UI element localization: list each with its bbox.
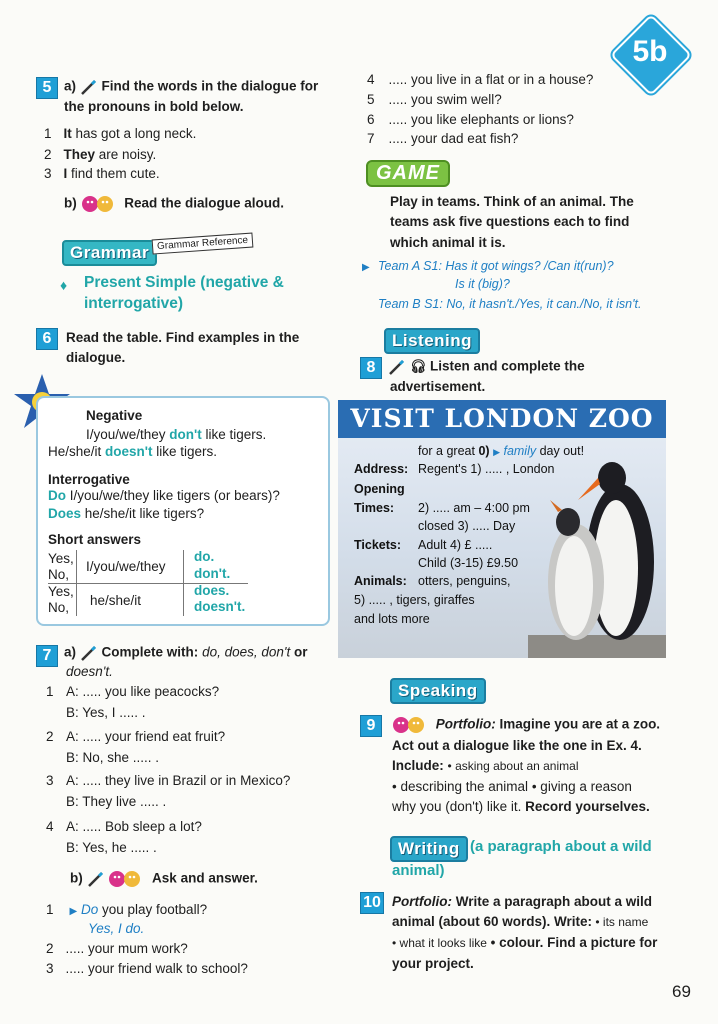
zoo-tagline	[418, 444, 584, 458]
ex9-line-3	[392, 758, 578, 773]
exercise-7-number: 7	[36, 645, 58, 667]
zoo-tagline-c: family	[503, 444, 537, 458]
zoo-opening-label: Opening	[354, 482, 405, 496]
zoo-tagline-b: 0)	[478, 444, 490, 458]
item-text: ..... your mum work?	[65, 941, 188, 956]
ex7-a-prefix: a)	[64, 644, 77, 660]
ex7-a-text: Complete with:	[101, 644, 199, 660]
row1-no: No,	[48, 567, 70, 582]
game-text-1: Play in teams. Think of an animal. The	[390, 194, 634, 209]
zoo-child-value: Child (3-15) £9.50	[418, 556, 519, 570]
right-item-5	[367, 92, 502, 107]
diamond-bullet-icon: ♦	[60, 277, 68, 293]
ex7-item-4-a: A: ..... Bob sleep a lot?	[66, 819, 202, 834]
ex8-instruction	[388, 358, 585, 376]
item-number: 1	[46, 902, 54, 917]
writing-heading: Writing	[390, 836, 468, 862]
ex7b-item-1	[46, 902, 207, 917]
grammar-reference-tag: Grammar Reference	[152, 232, 254, 254]
zoo-closed-value: closed 3) ..... Day	[418, 519, 516, 533]
ex7-item-4-number: 4	[46, 819, 54, 834]
ex7-item-4-b: B: Yes, he ..... .	[66, 840, 157, 855]
zoo-tagline-d: day out!	[536, 444, 585, 458]
ex10-portfolio: Portfolio:	[392, 894, 452, 909]
row1-yes: Yes,	[48, 551, 74, 566]
ex7-a-or: or	[290, 644, 308, 660]
ex9-line-4	[392, 779, 632, 794]
ex6-text-1: Read the table. Find examples in the	[66, 330, 300, 345]
item-number: 1	[44, 126, 52, 141]
ex5-item-2	[44, 147, 156, 162]
ex7-item-1-number: 1	[46, 684, 54, 699]
arrow-icon: ▶	[493, 447, 500, 457]
ex7-instruction-b	[70, 870, 258, 888]
item-text: ..... your dad eat fish?	[388, 131, 519, 146]
unit-badge-label: 5b	[632, 35, 668, 68]
writing-sub-2: animal)	[392, 862, 445, 879]
pen-icon	[80, 644, 98, 662]
ex5-a-text-2: the pronouns in bold below.	[64, 99, 244, 114]
int-title: Interrogative	[48, 472, 130, 487]
ex5-instruction-a	[64, 78, 318, 96]
item-text: has got a long neck.	[71, 126, 197, 141]
int-line-2	[48, 506, 204, 521]
row2-no: No,	[48, 600, 70, 615]
ex9-text-1: Imagine you are at a zoo.	[495, 716, 661, 732]
int-line-1	[48, 488, 280, 503]
right-item-6	[367, 112, 574, 127]
item-text: ..... your friend walk to school?	[65, 961, 248, 976]
ex9-line-5	[392, 799, 650, 814]
ex7b-q1-rest: you play football?	[98, 902, 208, 917]
item-number: 2	[44, 147, 52, 162]
ex10-text-2a: animal (about 60 words). Write:	[392, 914, 593, 929]
ex6-text-2: dialogue.	[66, 350, 126, 365]
item-number: 6	[367, 112, 375, 127]
item-bold: I	[63, 166, 68, 181]
ex7-item-2-b: B: No, she ..... .	[66, 750, 160, 765]
page-number: 69	[672, 982, 691, 1001]
zoo-advertisement	[338, 400, 666, 658]
neg-1-a: I/you/we/they	[86, 427, 170, 442]
arrow-icon: ▶	[69, 906, 78, 917]
ex7-b-prefix: b)	[70, 870, 83, 886]
int-2-b: he/she/it like tigers?	[81, 506, 205, 521]
zoo-times-label: Times:	[354, 501, 395, 515]
int-2-a: Does	[48, 506, 82, 521]
neg-title: Negative	[86, 408, 143, 423]
ex8-text-1: Listen and complete the	[430, 358, 585, 374]
right-item-4	[367, 72, 593, 87]
ex10-text-3a: • what it looks like	[392, 936, 487, 950]
ex5-b-text: Read the dialogue aloud.	[124, 195, 285, 211]
row2-subject: he/she/it	[90, 593, 142, 608]
item-text: ..... you like elephants or lions?	[388, 112, 574, 127]
neg-1-b: don't	[169, 427, 202, 442]
ex10-text-2b: • its name	[592, 915, 649, 929]
neg-line-1	[86, 427, 266, 442]
item-number: 3	[46, 961, 54, 976]
ex7-item-1-b: B: Yes, I ..... .	[66, 705, 146, 720]
row2-doesnt: doesn't.	[194, 599, 246, 614]
exercise-8-number: 8	[360, 357, 382, 379]
item-bold: They	[63, 147, 96, 162]
zoo-address-value: Regent's 1) ..... , London	[418, 462, 555, 476]
row2-does: does.	[194, 583, 230, 598]
ex9-text-2: Act out a dialogue like the one in Ex. 4.	[392, 738, 642, 753]
item-number: 7	[367, 131, 375, 146]
item-number: 2	[46, 941, 54, 956]
ex5-instruction-b	[64, 195, 284, 213]
ex7-item-2-number: 2	[46, 729, 54, 744]
int-1-a: Do	[48, 488, 66, 503]
zoo-times-value: 2) ..... am – 4:00 pm	[418, 501, 530, 515]
right-item-7	[367, 131, 518, 146]
ex10-text-3c: Find a picture for	[547, 935, 658, 950]
headphones-icon: 🎧︎	[409, 358, 427, 374]
speaking-heading: Speaking	[390, 678, 486, 704]
item-text: are noisy.	[95, 147, 157, 162]
row2-yes: Yes,	[48, 584, 74, 599]
zoo-animals-label: Animals:	[354, 574, 407, 588]
grammar-topic-2: interrogative)	[84, 295, 184, 312]
ex10-line-3	[392, 935, 657, 950]
item-text: ..... you swim well?	[388, 92, 502, 107]
ex7-a-words: do, does, don't	[202, 644, 291, 660]
item-bold: It	[63, 126, 72, 141]
ex5-b-prefix: b)	[64, 195, 77, 211]
ex10-text-1: Write a paragraph about a wild	[452, 894, 653, 909]
speaking-faces-icon	[81, 195, 115, 213]
ex7-item-3-number: 3	[46, 773, 54, 788]
game-team-a-2: Is it (big)?	[455, 277, 510, 291]
ex9-line-1	[392, 716, 660, 734]
zoo-animals-value: otters, penguins,	[418, 574, 511, 588]
ex9-inc-1: • asking about an animal	[447, 759, 579, 773]
ex9-text-3b: Record yourselves.	[525, 799, 650, 814]
ex5-a-prefix: a)	[64, 78, 77, 94]
game-heading: GAME	[366, 160, 450, 187]
game-text-3: which animal it is.	[390, 235, 506, 250]
ex8-text-2: advertisement.	[390, 379, 486, 394]
game-team-a-1: Team A S1: Has it got wings? /Can it(run)?	[378, 259, 614, 273]
exercise-5-number: 5	[36, 77, 58, 99]
neg-2-a: He/she/it	[48, 444, 106, 459]
ex7b-item-1-answer: Yes, I do.	[88, 921, 145, 936]
zoo-tickets-value: Adult 4) £ .....	[418, 538, 493, 552]
row1-subject: I/you/we/they	[86, 559, 166, 574]
ex7-a-word2: doesn't.	[66, 664, 113, 679]
arrow-icon: ▶	[362, 262, 370, 273]
ex7b-item-3	[46, 961, 248, 976]
exercise-9-number: 9	[360, 715, 382, 737]
item-number: 3	[44, 166, 52, 181]
zoo-title: VISIT LONDON ZOO	[338, 400, 666, 438]
ex5-item-3	[44, 166, 160, 181]
unit-badge	[610, 14, 690, 94]
ex7b-item-2	[46, 941, 188, 956]
ex9-inc-2: • describing the animal	[392, 779, 529, 794]
zoo-animals-3: and lots more	[354, 612, 430, 626]
ex7-item-2-a: A: ..... your friend eat fruit?	[66, 729, 226, 744]
zoo-tagline-a: for a great	[418, 444, 479, 458]
ex9-text-3a: why you (don't) like it.	[392, 799, 526, 814]
row1-dont: don't.	[194, 566, 231, 581]
ex7-item-3-b: B: They live ..... .	[66, 794, 167, 809]
ex7-item-3-a: A: ..... they live in Brazil or in Mexico?	[66, 773, 291, 788]
item-text: find them cute.	[67, 166, 160, 181]
int-1-b: I/you/we/they like tigers (or bears)?	[66, 488, 280, 503]
ex5-a-text-1: Find the words in the dialogue for	[101, 78, 319, 94]
row1-do: do.	[194, 549, 215, 564]
ex9-inc-3: • giving a reason	[531, 779, 632, 794]
exercise-10-number: 10	[360, 892, 384, 914]
neg-2-c: like tigers.	[152, 444, 218, 459]
zoo-tickets-label: Tickets:	[354, 538, 402, 552]
ex7-instruction-a	[64, 644, 307, 662]
ex10-line-2	[392, 914, 648, 929]
item-text: ..... you live in a flat or in a house?	[388, 72, 594, 87]
game-text-2: teams ask five questions each to find	[390, 214, 630, 229]
neg-1-c: like tigers.	[201, 427, 267, 442]
zoo-animals-2: 5) ..... , tigers, giraffes	[354, 593, 475, 607]
ex10-line-1	[392, 894, 652, 909]
ex9-include: Include:	[392, 758, 444, 773]
exercise-6-number: 6	[36, 328, 58, 350]
ex5-item-1	[44, 126, 196, 141]
neg-line-2	[48, 444, 217, 459]
penguins-image	[528, 450, 666, 658]
listening-heading: Listening	[384, 328, 480, 354]
pen-icon	[80, 78, 98, 96]
speaking-faces-icon	[108, 870, 142, 888]
ex9-portfolio: Portfolio:	[435, 716, 496, 732]
ex7-item-1-a: A: ..... you like peacocks?	[66, 684, 220, 699]
short-title: Short answers	[48, 532, 142, 547]
writing-sub-1: (a paragraph about a wild	[470, 838, 652, 855]
neg-2-b: doesn't	[105, 444, 153, 459]
grammar-topic-1: Present Simple (negative &	[84, 274, 284, 291]
item-number: 4	[367, 72, 375, 87]
pen-icon	[388, 358, 406, 376]
zoo-address-label: Address:	[354, 462, 409, 476]
game-team-b: Team B S1: No, it hasn't./Yes, it can./No, it isn't.	[378, 297, 642, 311]
item-number: 5	[367, 92, 375, 107]
grammar-heading: Grammar	[62, 240, 157, 266]
ex10-text-3b: • colour.	[486, 935, 548, 950]
pen-icon	[87, 870, 105, 888]
ex10-text-4: your project.	[392, 956, 474, 971]
speaking-faces-icon	[392, 716, 426, 734]
grammar-table	[36, 396, 330, 626]
ex7-b-text: Ask and answer.	[152, 870, 258, 886]
ex7b-q1-do: Do	[80, 902, 99, 917]
